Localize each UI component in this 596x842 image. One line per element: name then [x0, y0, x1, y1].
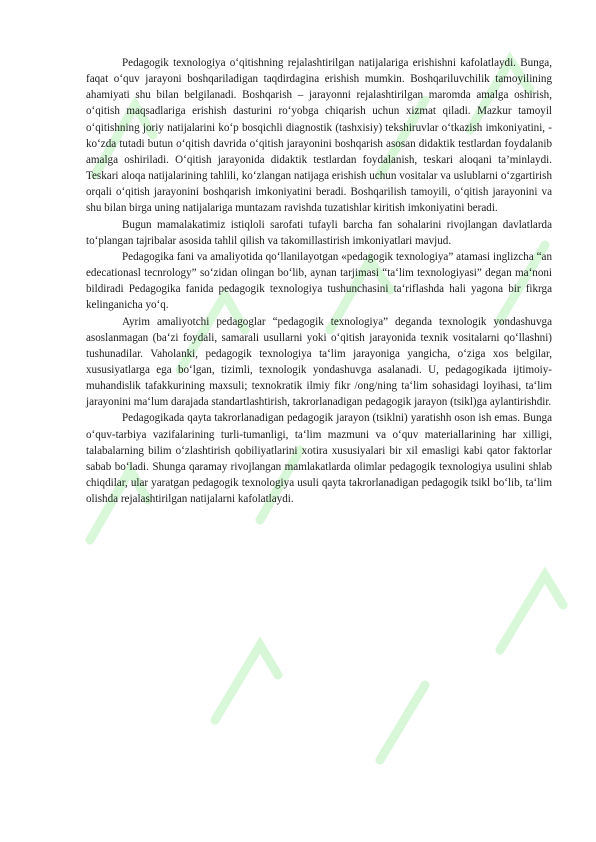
- watermark-stroke: [215, 645, 278, 720]
- paragraph-1: Pedagogik texnologiya o‘qitishning rejalashtirilgan natijalariga erishishni kafolatlaydi. Bunga, faqat o‘quv jarayoni boshqariladigan taqdirdagina erishish mumkin. Boshqariluvchilik tamoyilining ahamiyati shu bilan belgilanadi. Boshqarish – jarayonni rejalashtirilgan maromda amalga oshirish, o‘qitish maqsadlariga erishish dasturini ro‘yobga chiqarish uchun xizmat qiladi. Mazkur tamoyil o‘qitishning joriy natijalarini ko‘p bosqichli diagnostik (tashxisiy) tekshiruvlar o‘tkazish imkoniyatini, - ko‘zda tutadi butun o‘qitish davrida o‘qitish jarayonini boshqarish asosan didaktik testlardan foydalanib amalga oshiriladi. O‘qitish jarayonida didaktik testlardan foydalanish, teskari aloqani ta’minlaydi. Teskari aloqa natijalarining tahlili, ko‘zlangan natijaga erishish uchun vositalar va uslublarni o‘zgartirish orqali o‘qitish jarayonini boshqarish imkoniyatini beradi. Boshqarilish tamoyili, o‘qitish jarayonini va shu bilan birga uning natijalariga muntazam ravishda tuzatishlar kiritish imkoniyatini beradi.: [86, 57, 552, 215]
- document-body: [86, 55, 552, 507]
- paragraph-3: Pedagogika fani va amaliyotida qo‘llanilayotgan «pedagogik texnologiya” atamasi inglizcha “an edecationasl tecnrology” so‘zidan olingan bo‘lib, aynan tarjimasi “ta‘lim texnologiyasi” degan ma‘noni bildiradi Pedagogika fanida pedagogik texnologiya tushunchasini ta‘riflashda hali yagona bir fikrga kelinganicha yo‘q.: [86, 250, 552, 312]
- watermark-stroke: [380, 685, 425, 760]
- paragraph-5: Pedagogikada qayta takrorlanadigan pedagogik jarayon (tsiklni) yaratishh oson ish emas. Bunga o‘quv-tarbiya vazifalarining turli-tumanligi, ta‘lim mazmuni va o‘quv materiallarining har xilligi, talabalarning bilim o‘zlashtirish qobiliyatlarini xotira xususiyalari bir xil emasligi kabi qator faktorlar sabab bo‘ladi. Shunga qaramay rivojlangan mamlakatlarda olimlar pedagogik texnologiya usulini shlab chiqdilar, ular yaratgan pedagogik texnologiya usuli qayta takrorlanadigan pedagogik tsikl bo‘lib, ta‘lim olishda rejalashtirilgan natijalarni kafolatlaydi.: [86, 412, 552, 506]
- watermark-stroke: [500, 575, 563, 650]
- paragraph-2: Bugun mamalakatimiz istiqloli sarofati tufayli barcha fan sohalarini rivojlangan davlatlarda to‘plangan tajribalar asosida tahlil qilish va takomillastirish imkoniyatlari mavjud.: [86, 218, 552, 247]
- paragraph-4: Ayrim amaliyotchi pedagoglar “pedagogik texnologiya” deganda texnologik yondashuvga asoslanmagan (ba‘zi foydali, samarali usullarni yoki o‘qitish jarayonida texnik vositalarni qo‘llashni) tushunadilar. Vaholanki, pedagogik texnologiya ta‘lim jarayoniga yangicha, o‘ziga xos belgilar, xususiyatlarga ega bo‘lgan, tizimli, texnologik yondashuvga asalanadi. U, pedagogikada ijtimoiy-muhandislik tafakkurining maxsuli; texnokratik ilmiy fikr /ong/ning ta‘lim sohasidagi loyihasi, ta‘lim jarayonini ma‘lum darajada standartlashtirish, takrorlanadigan pedagogik jarayon (tsikl)ga aylantirishdir.: [86, 315, 552, 409]
